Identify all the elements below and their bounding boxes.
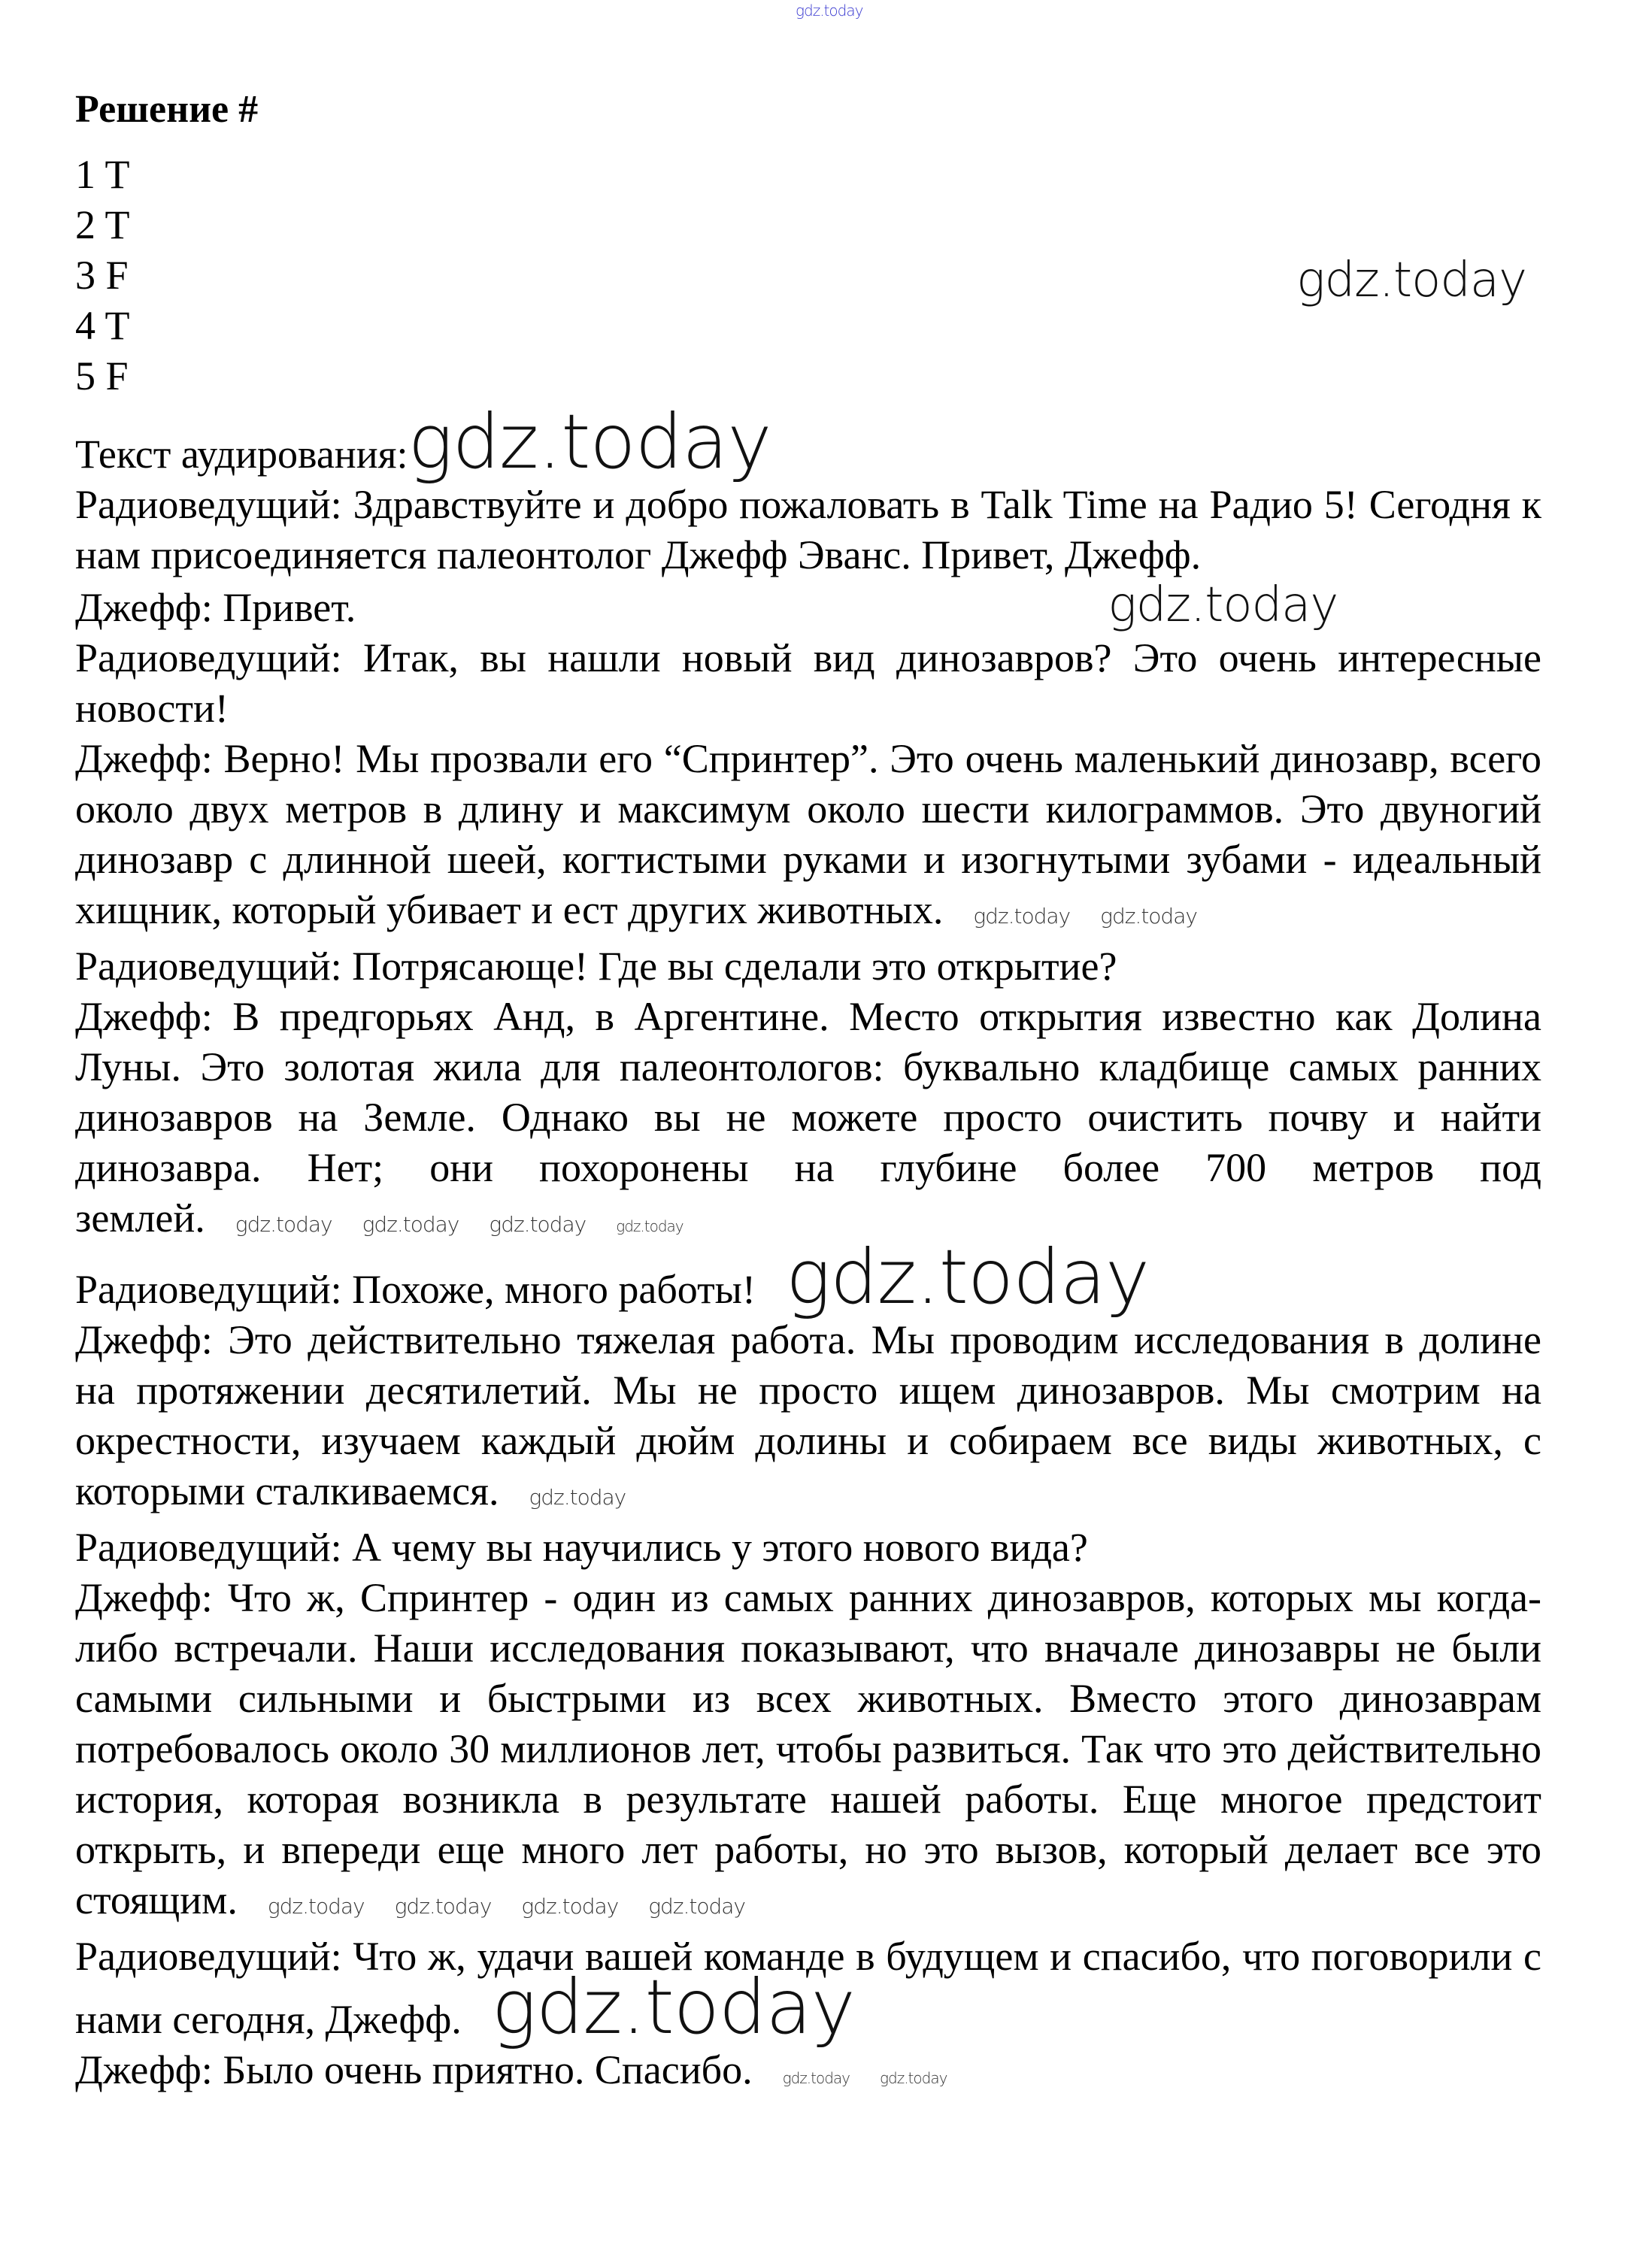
watermark: gdz.today bbox=[785, 1233, 1150, 1321]
watermark: gdz.today bbox=[616, 1217, 684, 1235]
transcript-text: Джефф: Что ж, Спринтер - один из самых ранних динозавров, которых мы когда-либо встречали. Наши исследования показывают, что вначале динозавры не были самыми сильными и быстрыми из всех животных. Вместо этого динозаврам потребовалось около 30 миллионов лет, чтобы развиться. Так что это действительно история, которая возникла в результате нашей работы. Еще многое предстоит открыть, и впереди еще много лет работы, но это вызов, который делает все это стоящим. bbox=[75, 1575, 1541, 1922]
transcript-line bbox=[75, 1233, 1541, 1321]
transcript-text: Джефф: Это действительно тяжелая работа. Мы проводим исследования в долине на протяжении десятилетий. Мы не просто ищем динозавров. Мы смотрим на окрестности, изучаем каждый дюйм долины и собираем все виды животных, с которыми сталкиваемся. bbox=[75, 1317, 1541, 1513]
transcript-text: Джефф: Верно! Мы прозвали его “Спринтер”. Это очень маленький динозавр, всего около двух метров в длину и максимум около шести килограммов. Это двуногий динозавр с длинной шеей, когтистыми руками и изогнутыми зубами - идеальный хищник, который убивает и ест других животных. bbox=[75, 736, 1541, 932]
watermark: gdz.today bbox=[1100, 904, 1197, 929]
watermark: gdz.today bbox=[489, 1212, 587, 1237]
watermark: gdz.today bbox=[394, 1894, 492, 1919]
watermark: gdz.today bbox=[267, 1894, 365, 1919]
answer-item: 5 F bbox=[75, 353, 129, 398]
transcript-line: Радиоведущий: Здравствуйте и добро пожаловать в Talk Time на Радио 5! Сегодня к нам присоединяется палеонтолог Джефф Эванс. Привет, Джефф. bbox=[75, 482, 1541, 577]
header-watermark: gdz.today bbox=[796, 2, 863, 20]
transcript-text: Радиоведущий: Похоже, много работы! bbox=[75, 1267, 756, 1312]
transcript-line bbox=[75, 1931, 1541, 2051]
transcript-line: Радиоведущий: А чему вы научились у этого нового вида? bbox=[75, 1525, 1088, 1570]
answer-item: 2 T bbox=[75, 202, 130, 247]
watermark: gdz.today bbox=[1108, 577, 1338, 633]
transcript-line bbox=[75, 734, 1541, 941]
watermark: gdz.today bbox=[521, 1894, 619, 1919]
watermark: gdz.today bbox=[408, 398, 771, 486]
watermark: gdz.today bbox=[491, 1963, 855, 2051]
watermark: gdz.today bbox=[1296, 253, 1526, 308]
watermark: gdz.today bbox=[782, 2069, 850, 2087]
transcript-line: Радиоведущий: Итак, вы нашли новый вид динозавров? Это очень интересные новости! bbox=[75, 635, 1541, 731]
transcript-label-line bbox=[75, 398, 1541, 486]
watermark: gdz.today bbox=[529, 1485, 626, 1510]
transcript-text: Радиоведущий: Что ж, удачи вашей команде в будущем и спасибо, что поговорили с нами сегодня, Джефф. bbox=[75, 1934, 1541, 2042]
answer-list bbox=[75, 150, 1541, 401]
answer-item: 4 T bbox=[75, 303, 130, 348]
transcript-line bbox=[75, 1573, 1541, 1931]
transcript-line: Радиоведущий: Потрясающе! Где вы сделали это открытие? bbox=[75, 944, 1117, 989]
watermark: gdz.today bbox=[880, 2069, 947, 2087]
transcript-line bbox=[75, 2045, 1541, 2104]
transcript-text: Джефф: В предгорьях Анд, в Аргентине. Место открытия известно как Долина Луны. Это золотая жила для палеонтологов: буквально кладбище самых ранних динозавров на Земле. Однако вы не можете просто очистить почву и найти динозавра. Нет; они похоронены на глубине более 700 метров под землей. bbox=[75, 994, 1541, 1241]
watermark: gdz.today bbox=[235, 1212, 332, 1237]
transcript-line bbox=[75, 992, 1541, 1252]
transcript-line bbox=[75, 1315, 1541, 1522]
transcript-text: Джефф: Привет. bbox=[75, 585, 356, 630]
watermark: gdz.today bbox=[973, 904, 1071, 929]
transcript-label: Текст аудирования: bbox=[75, 432, 408, 477]
transcript-line bbox=[75, 577, 1541, 633]
watermark: gdz.today bbox=[362, 1212, 459, 1237]
watermark: gdz.today bbox=[648, 1894, 746, 1919]
page-title: Решение # bbox=[75, 88, 259, 131]
document-body bbox=[75, 84, 1541, 2104]
answer-item: 3 F bbox=[75, 253, 129, 298]
transcript-text: Джефф: Было очень приятно. Спасибо. bbox=[75, 2047, 753, 2092]
answer-item: 1 T bbox=[75, 152, 130, 197]
